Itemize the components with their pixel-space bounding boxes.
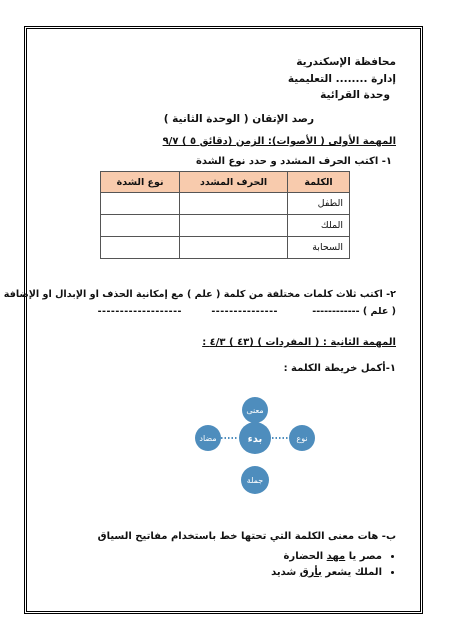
word-map-right-node[interactable] [289, 425, 315, 451]
sentence-text: مصر يا [345, 551, 382, 562]
table-header-row [101, 172, 350, 193]
table-cell-type[interactable] [101, 237, 180, 259]
word-map-left-node[interactable] [195, 425, 221, 451]
context-sentences-list [271, 551, 396, 583]
word-map-bottom-label: جملة [246, 476, 264, 485]
header-administration: إدارة ........ التعليمية [287, 73, 396, 85]
sentence-text: شديد [271, 567, 300, 578]
word-map-center-node [239, 422, 271, 454]
table-header-type: نوع الشدة [101, 172, 180, 193]
table-header-word: الكلمة [288, 172, 350, 193]
task1-heading: المهمة الأولى ( الأصوات): الزمن (دقائق ٥ ) ٩/٧ [162, 136, 396, 147]
underlined-word: بأرق [299, 567, 322, 578]
shadda-table [100, 171, 350, 259]
word-map-top-label: معنى [246, 406, 264, 415]
word-map-diagram [190, 394, 320, 496]
answer-line-3[interactable]: ------------------- [97, 306, 182, 317]
word-map-right-label: نوع [296, 434, 308, 443]
table-cell-word: الملك [288, 215, 350, 237]
table-header-letter: الحرف المشدد [180, 172, 288, 193]
table-row [101, 237, 350, 259]
sentence-text: الحضارة [283, 551, 327, 562]
word-map-left-label: مضاد [199, 434, 217, 443]
task1-question2: ٢- اكتب ثلاث كلمات مختلفة من كلمة ( علم ) مع إمكانية الحذف او الإبدال او الإضافة [3, 289, 396, 300]
word-map-center-word: بدء [247, 434, 263, 445]
table-cell-type[interactable] [101, 215, 180, 237]
underlined-word: مهد [326, 551, 346, 562]
table-cell-letter[interactable] [180, 193, 288, 215]
list-item [271, 567, 382, 578]
table-cell-letter[interactable] [180, 237, 288, 259]
task1-question1: ١- اكتب الحرف المشدد و حدد نوع الشدة [196, 156, 392, 167]
word-map-top-node[interactable] [242, 397, 268, 423]
list-item [271, 551, 382, 562]
table-row [101, 193, 350, 215]
header-unit: وحدة القرائية [320, 89, 390, 101]
task2-question-b: ب- هات معنى الكلمة التي تحتها خط باستخدام مفاتيح السياق [97, 531, 396, 542]
table-row [101, 215, 350, 237]
task2-question1: ١-أكمل خريطة الكلمة : [283, 363, 396, 374]
table-cell-word: السحابة [288, 237, 350, 259]
answer-line-2[interactable]: --------------- [211, 306, 278, 317]
word-map-bottom-node[interactable] [241, 466, 269, 494]
task2-heading: المهمة الثانية : ( المفردات ) (٤٣ ) ٤/٣ : [202, 337, 396, 348]
table-cell-type[interactable] [101, 193, 180, 215]
sentence-text: الملك يشعر [321, 567, 382, 578]
answer-line-1[interactable]: ( علم ) ------------ [312, 306, 396, 317]
table-cell-word: الطفل [288, 193, 350, 215]
page-title: رصد الإتقان ( الوحدة الثانية ) [163, 113, 314, 125]
header-governorate: محافظة الإسكندرية [296, 56, 396, 68]
table-cell-letter[interactable] [180, 215, 288, 237]
